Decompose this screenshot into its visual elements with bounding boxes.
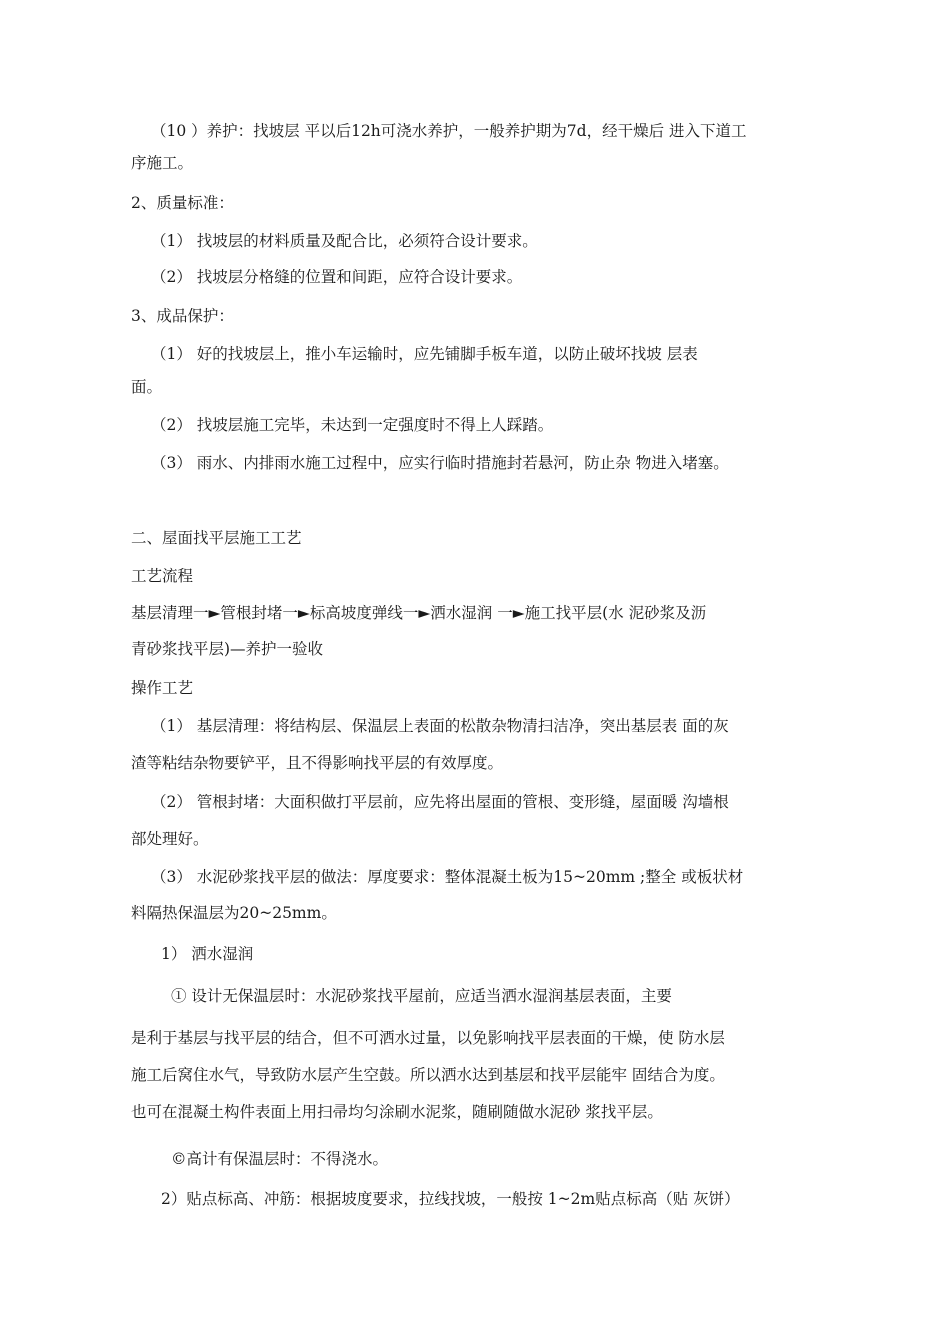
section-heading: 3、成品保护：: [131, 307, 234, 325]
sub-heading: 操作工艺: [131, 679, 194, 697]
text-line: 部处理好。: [131, 830, 209, 848]
text-line: （3） 雨水、内排雨水施工过程中，应实行临时措施封若悬河，防止杂 物进入堵塞。: [151, 454, 729, 472]
text-line: （2） 找坡层施工完毕，未达到一定强度时不得上人踩踏。: [151, 416, 554, 434]
text-line: 也可在混凝土构件表面上用扫帚均匀涂刷水泥浆，随刷随做水泥砂 浆找平层。: [131, 1103, 663, 1121]
text-line: 是利于基层与找平层的结合，但不可洒水过量，以免影响找平层表面的干燥，使 防水层: [131, 1029, 725, 1047]
text-line: （2） 找坡层分格缝的位置和间距，应符合设计要求。: [151, 268, 523, 286]
text-line: 青砂浆找平层)—养护一验收: [131, 640, 324, 658]
text-line: 基层清理一►管根封堵一►标高坡度弹线一►洒水湿润 一►施工找平层(水 泥砂浆及沥: [131, 604, 707, 622]
text-line: （1） 基层清理：将结构层、保温层上表面的松散杂物清扫洁净，突出基层表 面的灰: [151, 717, 729, 735]
text-line: ① 设计无保温层时：水泥砂浆找平屋前，应适当洒水湿润基层表面，主要: [171, 987, 672, 1005]
text-line: （1） 好的找坡层上，推小车运输时，应先铺脚手板车道，以防止破坏找坡 层表: [151, 345, 698, 363]
text-line: （1） 找坡层的材料质量及配合比，必须符合设计要求。: [151, 232, 538, 250]
text-line: 料隔热保温层为20~25mm。: [131, 904, 337, 922]
section-heading: 二、屋面找平层施工工艺: [131, 529, 302, 547]
text-line: 施工后窝住水气，导致防水层产生空鼓。所以洒水达到基层和找平层能牢 固结合为度。: [131, 1066, 725, 1084]
text-line: （10 ）养护：找坡层 平以后12h可浇水养护，一般养护期为7d，经干燥后 进入下道工: [151, 122, 747, 140]
text-line: （2） 管根封堵：大面积做打平层前，应先将出屋面的管根、变形缝，屋面暖 沟墙根: [151, 793, 729, 811]
text-line: 面。: [131, 378, 163, 396]
sub-heading: 工艺流程: [131, 567, 194, 585]
text-line: （3） 水泥砂浆找平层的做法：厚度要求：整体混凝土板为15~20mm ;整全 或板状材: [151, 868, 744, 886]
section-heading: 2、质量标准：: [131, 194, 234, 212]
text-line: 渣等粘结杂物要铲平，且不得影响找平层的有效厚度。: [131, 754, 504, 772]
text-line: 2）贴点标高、冲筋：根据坡度要求，拉线找坡，一般按 1~2m贴点标高（贴 灰饼）: [161, 1190, 740, 1208]
text-line: 1） 洒水湿润: [161, 945, 254, 963]
text-line: ©高计有保温层时：不得浇水。: [171, 1150, 389, 1168]
text-line: 序施工。: [131, 154, 194, 172]
